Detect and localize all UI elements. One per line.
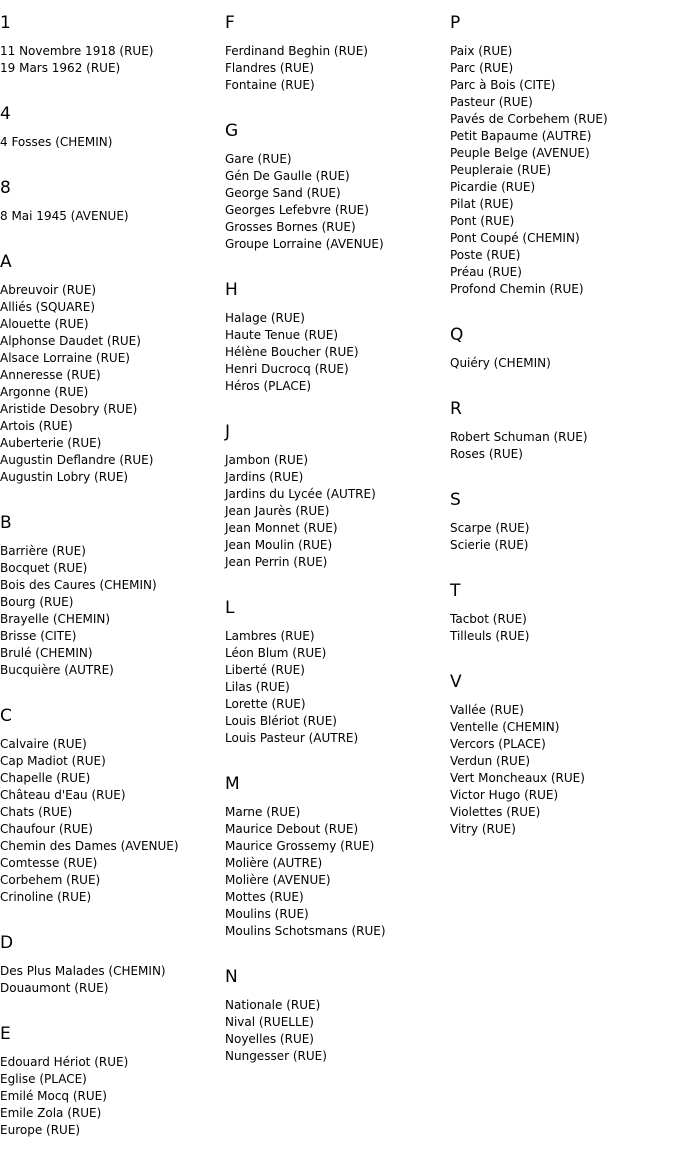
letter-heading: B <box>0 513 12 533</box>
street-link[interactable]: Tacbot (RUE) <box>450 612 527 626</box>
letter-section <box>0 252 220 486</box>
letter-heading: R <box>450 399 462 419</box>
letter-heading: A <box>0 252 12 272</box>
street-list <box>450 429 670 463</box>
letter-section <box>225 967 445 1065</box>
street-link[interactable]: Mottes (RUE) <box>225 890 304 904</box>
street-link[interactable]: Comtesse (RUE) <box>0 856 98 870</box>
street-link[interactable]: Douaumont (RUE) <box>0 981 109 995</box>
street-link[interactable]: Robert Schuman (RUE) <box>450 430 588 444</box>
letter-section <box>0 706 220 906</box>
street-list <box>0 208 220 225</box>
street-link[interactable]: Eglise (PLACE) <box>0 1072 87 1086</box>
letter-heading: 4 <box>0 104 11 124</box>
street-link[interactable]: Barrière (RUE) <box>0 544 86 558</box>
street-link[interactable]: Tilleuls (RUE) <box>450 629 530 643</box>
street-link[interactable]: Gén De Gaulle (RUE) <box>225 169 350 183</box>
street-link[interactable]: Des Plus Malades (CHEMIN) <box>0 964 166 978</box>
street-link[interactable]: Violettes (RUE) <box>450 805 541 819</box>
street-link[interactable]: 19 Mars 1962 (RUE) <box>0 61 121 75</box>
street-link[interactable]: Jean Monnet (RUE) <box>225 521 338 535</box>
letter-section <box>0 13 220 77</box>
street-list <box>0 963 220 997</box>
letter-heading: T <box>450 581 461 601</box>
street-link[interactable]: 4 Fosses (CHEMIN) <box>0 135 113 149</box>
street-link[interactable]: Pavés de Corbehem (RUE) <box>450 112 608 126</box>
street-link[interactable]: Groupe Lorraine (AVENUE) <box>225 237 384 251</box>
street-link[interactable]: Haute Tenue (RUE) <box>225 328 339 342</box>
letter-heading: L <box>225 598 235 618</box>
street-link[interactable]: Vercors (PLACE) <box>450 737 546 751</box>
letter-section <box>450 672 670 838</box>
letter-heading: 1 <box>0 13 11 33</box>
letter-heading: V <box>450 672 462 692</box>
street-list <box>450 43 670 298</box>
street-link[interactable]: Poste (RUE) <box>450 248 521 262</box>
letter-section <box>225 121 445 253</box>
street-link[interactable]: Fontaine (RUE) <box>225 78 315 92</box>
street-link[interactable]: Alsace Lorraine (RUE) <box>0 351 130 365</box>
street-link[interactable]: Bucquière (AUTRE) <box>0 663 114 677</box>
letter-heading: C <box>0 706 12 726</box>
letter-heading: J <box>225 422 231 442</box>
street-link[interactable]: Emilé Mocq (RUE) <box>0 1089 107 1103</box>
street-link[interactable]: Jardins (RUE) <box>225 470 304 484</box>
street-link[interactable]: Bocquet (RUE) <box>0 561 88 575</box>
street-link[interactable]: Alliés (SQUARE) <box>0 300 95 314</box>
letter-section <box>450 399 670 463</box>
street-list <box>225 43 445 94</box>
street-link[interactable]: Grosses Bornes (RUE) <box>225 220 356 234</box>
street-link[interactable]: George Sand (RUE) <box>225 186 341 200</box>
letter-section <box>0 933 220 997</box>
street-list <box>225 452 445 571</box>
street-link[interactable]: Vitry (RUE) <box>450 822 516 836</box>
letter-section <box>0 178 220 225</box>
street-link[interactable]: Pont (RUE) <box>450 214 515 228</box>
street-link[interactable]: Marne (RUE) <box>225 805 301 819</box>
letter-heading: N <box>225 967 238 987</box>
letter-section <box>450 325 670 372</box>
street-index-column-1 <box>0 0 220 1166</box>
street-link[interactable]: Peupleraie (RUE) <box>450 163 552 177</box>
street-link[interactable]: Brayelle (CHEMIN) <box>0 612 111 626</box>
street-link[interactable]: Abreuvoir (RUE) <box>0 283 97 297</box>
street-link[interactable]: Lorette (RUE) <box>225 697 306 711</box>
street-link[interactable]: Chats (RUE) <box>0 805 73 819</box>
street-link[interactable]: Aristide Desobry (RUE) <box>0 402 138 416</box>
letter-heading: Q <box>450 325 464 345</box>
street-link[interactable]: Pilat (RUE) <box>450 197 514 211</box>
street-link[interactable]: Moulins Schotsmans (RUE) <box>225 924 386 938</box>
street-link[interactable]: Chaufour (RUE) <box>0 822 93 836</box>
street-link[interactable]: Louis Blériot (RUE) <box>225 714 337 728</box>
street-link[interactable]: Pont Coupé (CHEMIN) <box>450 231 580 245</box>
street-link[interactable]: Henri Ducrocq (RUE) <box>225 362 349 376</box>
street-link[interactable]: Chemin des Dames (AVENUE) <box>0 839 179 853</box>
street-link[interactable]: Roses (RUE) <box>450 447 523 461</box>
street-list <box>0 43 220 77</box>
street-link[interactable]: Anneresse (RUE) <box>0 368 101 382</box>
street-link[interactable]: Ventelle (CHEMIN) <box>450 720 560 734</box>
street-link[interactable]: Augustin Deflandre (RUE) <box>0 453 154 467</box>
street-link[interactable]: Molière (AVENUE) <box>225 873 331 887</box>
letter-heading: H <box>225 280 238 300</box>
street-link[interactable]: 8 Mai 1945 (AVENUE) <box>0 209 129 223</box>
letter-heading: 8 <box>0 178 11 198</box>
street-link[interactable]: Chapelle (RUE) <box>0 771 91 785</box>
street-link[interactable]: Auberterie (RUE) <box>0 436 102 450</box>
street-list <box>225 804 445 940</box>
street-link[interactable]: Nungesser (RUE) <box>225 1049 327 1063</box>
street-link[interactable]: Léon Blum (RUE) <box>225 646 327 660</box>
letter-heading: F <box>225 13 235 33</box>
street-link[interactable]: Jardins du Lycée (AUTRE) <box>225 487 376 501</box>
street-link[interactable]: Liberté (RUE) <box>225 663 305 677</box>
street-link[interactable]: Edouard Hériot (RUE) <box>0 1055 129 1069</box>
street-link[interactable]: Crinoline (RUE) <box>0 890 92 904</box>
street-index-column-3 <box>450 0 670 865</box>
letter-heading: P <box>450 13 461 33</box>
street-link[interactable]: Brisse (CITE) <box>0 629 77 643</box>
street-list <box>225 997 445 1065</box>
letter-section <box>0 104 220 151</box>
street-link[interactable]: Nationale (RUE) <box>225 998 321 1012</box>
letter-section <box>0 1024 220 1139</box>
letter-heading: G <box>225 121 239 141</box>
street-link[interactable]: Halage (RUE) <box>225 311 305 325</box>
street-list <box>0 1054 220 1139</box>
street-link[interactable]: Paix (RUE) <box>450 44 513 58</box>
street-link[interactable]: Europe (RUE) <box>0 1123 81 1137</box>
street-link[interactable]: Petit Bapaume (AUTRE) <box>450 129 592 143</box>
street-link[interactable]: Hélène Boucher (RUE) <box>225 345 359 359</box>
street-link[interactable]: Brulé (CHEMIN) <box>0 646 93 660</box>
street-link[interactable]: Lilas (RUE) <box>225 680 290 694</box>
street-link[interactable]: Noyelles (RUE) <box>225 1032 314 1046</box>
street-link[interactable]: Peuple Belge (AVENUE) <box>450 146 590 160</box>
letter-section <box>450 581 670 645</box>
street-link[interactable]: Louis Pasteur (AUTRE) <box>225 731 359 745</box>
street-link[interactable]: Maurice Debout (RUE) <box>225 822 359 836</box>
street-list <box>0 543 220 679</box>
street-link[interactable]: Quiéry (CHEMIN) <box>450 356 551 370</box>
letter-section <box>0 513 220 679</box>
street-link[interactable]: Château d'Eau (RUE) <box>0 788 126 802</box>
street-link[interactable]: Scarpe (RUE) <box>450 521 530 535</box>
street-link[interactable]: Alouette (RUE) <box>0 317 89 331</box>
street-link[interactable]: Calvaire (RUE) <box>0 737 87 751</box>
street-link[interactable]: Maurice Grossemy (RUE) <box>225 839 375 853</box>
street-list <box>450 355 670 372</box>
street-link[interactable]: Lambres (RUE) <box>225 629 315 643</box>
letter-section <box>225 280 445 395</box>
street-link[interactable]: Ferdinand Beghin (RUE) <box>225 44 368 58</box>
street-link[interactable]: Argonne (RUE) <box>0 385 89 399</box>
letter-section <box>225 13 445 94</box>
street-link[interactable]: Augustin Lobry (RUE) <box>0 470 129 484</box>
street-link[interactable]: Cap Madiot (RUE) <box>0 754 106 768</box>
street-link[interactable]: 11 Novembre 1918 (RUE) <box>0 44 154 58</box>
street-link[interactable]: Vallée (RUE) <box>450 703 524 717</box>
street-link[interactable]: Moulins (RUE) <box>225 907 309 921</box>
letter-section <box>450 13 670 298</box>
letter-section <box>225 774 445 940</box>
street-link[interactable]: Artois (RUE) <box>0 419 73 433</box>
street-list <box>225 151 445 253</box>
street-link[interactable]: Picardie (RUE) <box>450 180 536 194</box>
street-link[interactable]: Scierie (RUE) <box>450 538 529 552</box>
street-list <box>450 702 670 838</box>
letter-heading: E <box>0 1024 11 1044</box>
letter-heading: D <box>0 933 14 953</box>
street-link[interactable]: Victor Hugo (RUE) <box>450 788 559 802</box>
street-link[interactable]: Bourg (RUE) <box>0 595 74 609</box>
street-link[interactable]: Parc à Bois (CITE) <box>450 78 556 92</box>
street-link[interactable]: Molière (AUTRE) <box>225 856 323 870</box>
street-link[interactable]: Corbehem (RUE) <box>0 873 101 887</box>
street-link[interactable]: Georges Lefebvre (RUE) <box>225 203 369 217</box>
street-link[interactable]: Flandres (RUE) <box>225 61 314 75</box>
street-link[interactable]: Jean Jaurès (RUE) <box>225 504 330 518</box>
street-link[interactable]: Préau (RUE) <box>450 265 522 279</box>
letter-section <box>225 598 445 747</box>
street-link[interactable]: Nival (RUELLE) <box>225 1015 314 1029</box>
street-link[interactable]: Héros (PLACE) <box>225 379 312 393</box>
street-link[interactable]: Vert Moncheaux (RUE) <box>450 771 585 785</box>
street-link[interactable]: Emile Zola (RUE) <box>0 1106 102 1120</box>
letter-heading: M <box>225 774 240 794</box>
letter-heading: S <box>450 490 461 510</box>
street-link[interactable]: Alphonse Daudet (RUE) <box>0 334 141 348</box>
street-link[interactable]: Gare (RUE) <box>225 152 292 166</box>
street-index-column-2 <box>225 0 445 1092</box>
street-link[interactable]: Jean Moulin (RUE) <box>225 538 333 552</box>
street-list <box>225 310 445 395</box>
street-list <box>450 520 670 554</box>
street-link[interactable]: Parc (RUE) <box>450 61 514 75</box>
street-list <box>225 628 445 747</box>
street-link[interactable]: Jean Perrin (RUE) <box>225 555 328 569</box>
street-list <box>450 611 670 645</box>
letter-section <box>450 490 670 554</box>
street-link[interactable]: Jambon (RUE) <box>225 453 309 467</box>
letter-section <box>225 422 445 571</box>
street-link[interactable]: Profond Chemin (RUE) <box>450 282 584 296</box>
street-list <box>0 736 220 906</box>
street-link[interactable]: Pasteur (RUE) <box>450 95 533 109</box>
street-list <box>0 134 220 151</box>
street-link[interactable]: Bois des Caures (CHEMIN) <box>0 578 157 592</box>
street-link[interactable]: Verdun (RUE) <box>450 754 531 768</box>
street-list <box>0 282 220 486</box>
